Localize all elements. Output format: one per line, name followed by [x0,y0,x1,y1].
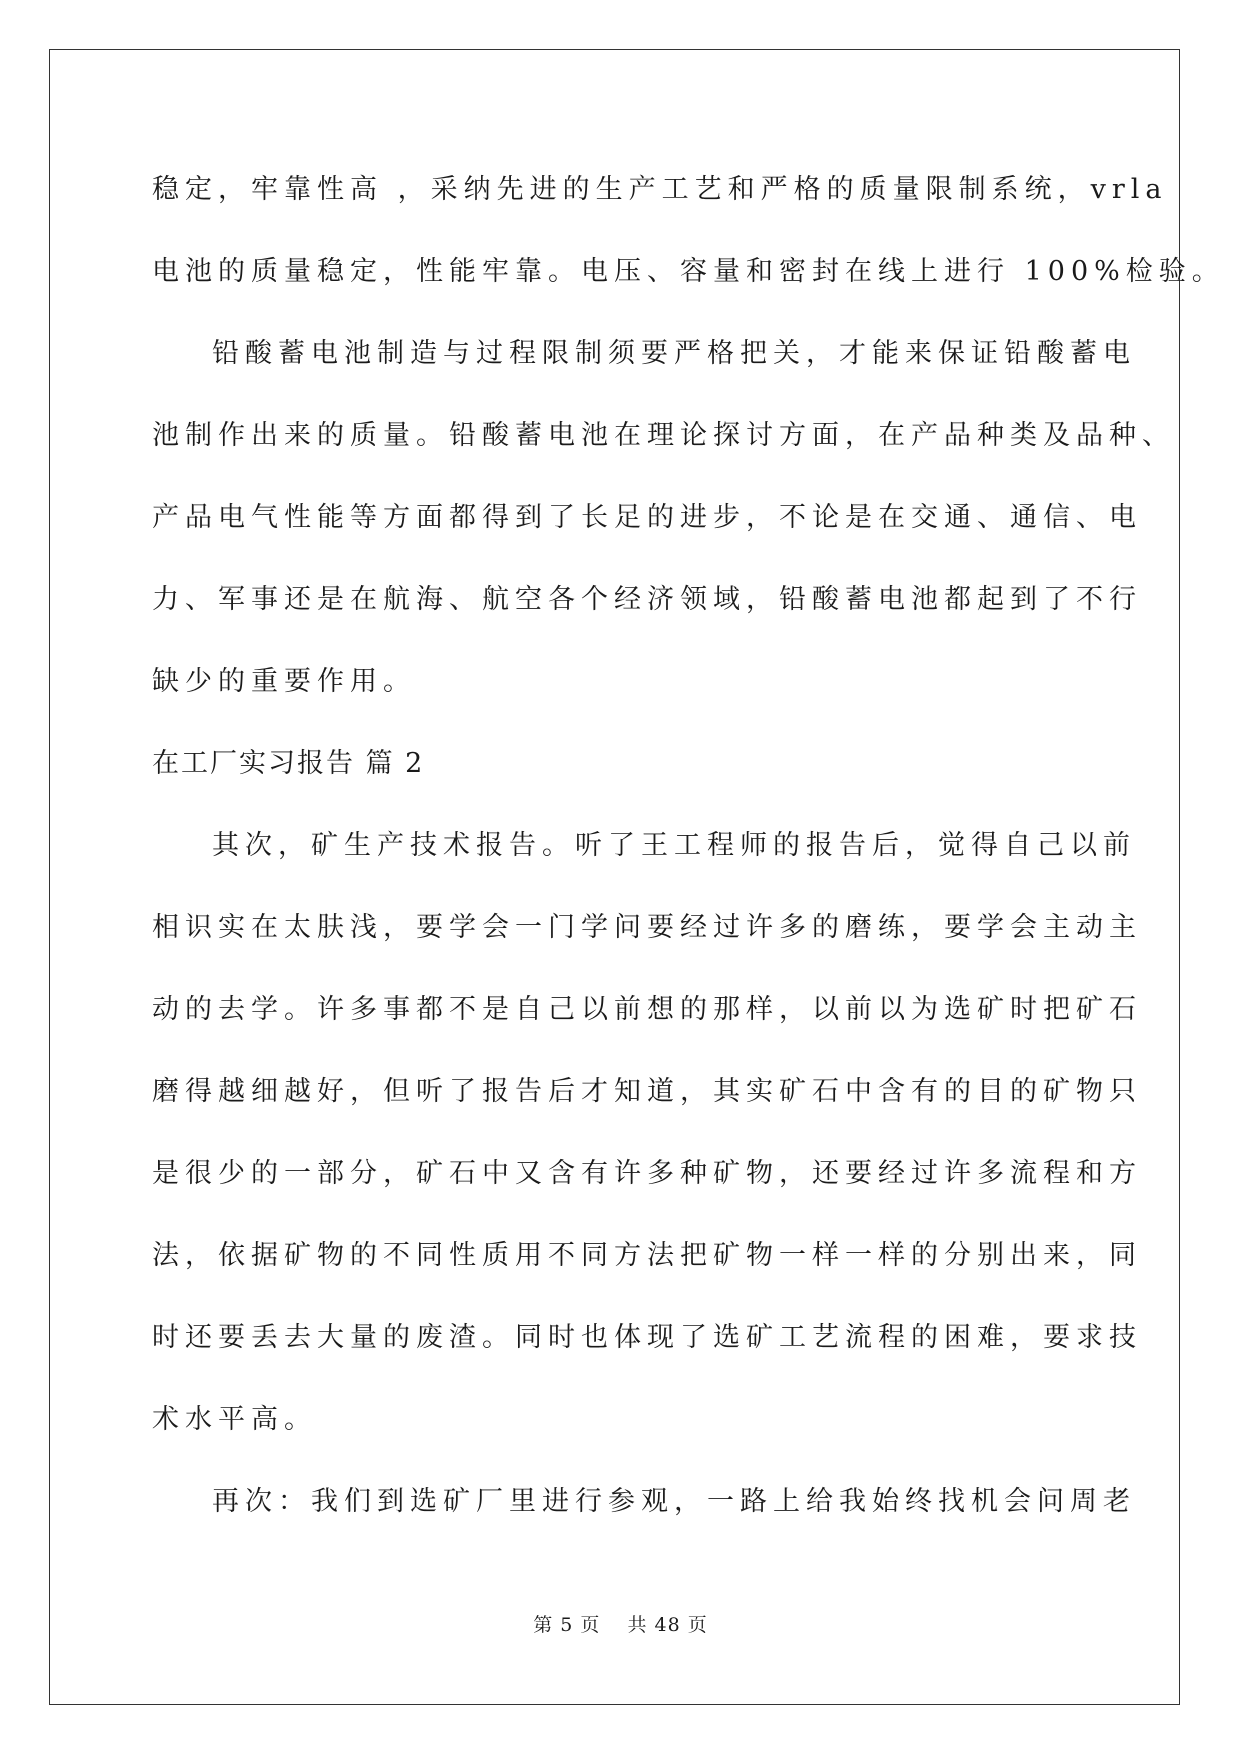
page-number: 第 5 页 [533,1614,601,1636]
body-line: 术水平高。 [152,1404,317,1435]
body-line: 动的去学。许多事都不是自己以前想的那样，以前以为选矿时把矿石 [152,994,1142,1025]
page-footer [0,1610,1241,1637]
body-line: 池制作出来的质量。铅酸蓄电池在理论探讨方面，在产品种类及品种、 [152,420,1175,451]
body-line: 是很少的一部分，矿石中又含有许多种矿物，还要经过许多流程和方 [152,1158,1142,1189]
body-line: 时还要丢去大量的废渣。同时也体现了选矿工艺流程的困难，要求技 [152,1322,1142,1353]
section-heading: 在工厂实习报告 篇 2 [152,748,425,779]
body-line: 磨得越细越好，但听了报告后才知道，其实矿石中含有的目的矿物只 [152,1076,1142,1107]
paragraph-start-line: 铅酸蓄电池制造与过程限制须要严格把关，才能来保证铅酸蓄电 [212,338,1136,369]
body-line: 力、军事还是在航海、航空各个经济领域，铅酸蓄电池都起到了不行 [152,584,1142,615]
body-line: 电池的质量稳定，性能牢靠。电压、容量和密封在线上进行 100%检验。 [152,256,1225,287]
paragraph-start-line: 其次，矿生产技术报告。听了王工程师的报告后，觉得自己以前 [212,830,1136,861]
body-line: 产品电气性能等方面都得到了长足的进步，不论是在交通、通信、电 [152,502,1142,533]
body-line: 缺少的重要作用。 [152,666,416,697]
body-line: 稳定，牢靠性高 ，采纳先进的生产工艺和严格的质量限制系统，vrla [152,174,1168,205]
body-line: 相识实在太肤浅，要学会一门学问要经过许多的磨练，要学会主动主 [152,912,1142,943]
paragraph-start-line: 再次：我们到选矿厂里进行参观，一路上给我始终找机会问周老 [212,1486,1136,1517]
document-body [152,162,1225,1556]
page-total: 共 48 页 [627,1614,708,1636]
body-line: 法，依据矿物的不同性质用不同方法把矿物一样一样的分别出来，同 [152,1240,1142,1271]
